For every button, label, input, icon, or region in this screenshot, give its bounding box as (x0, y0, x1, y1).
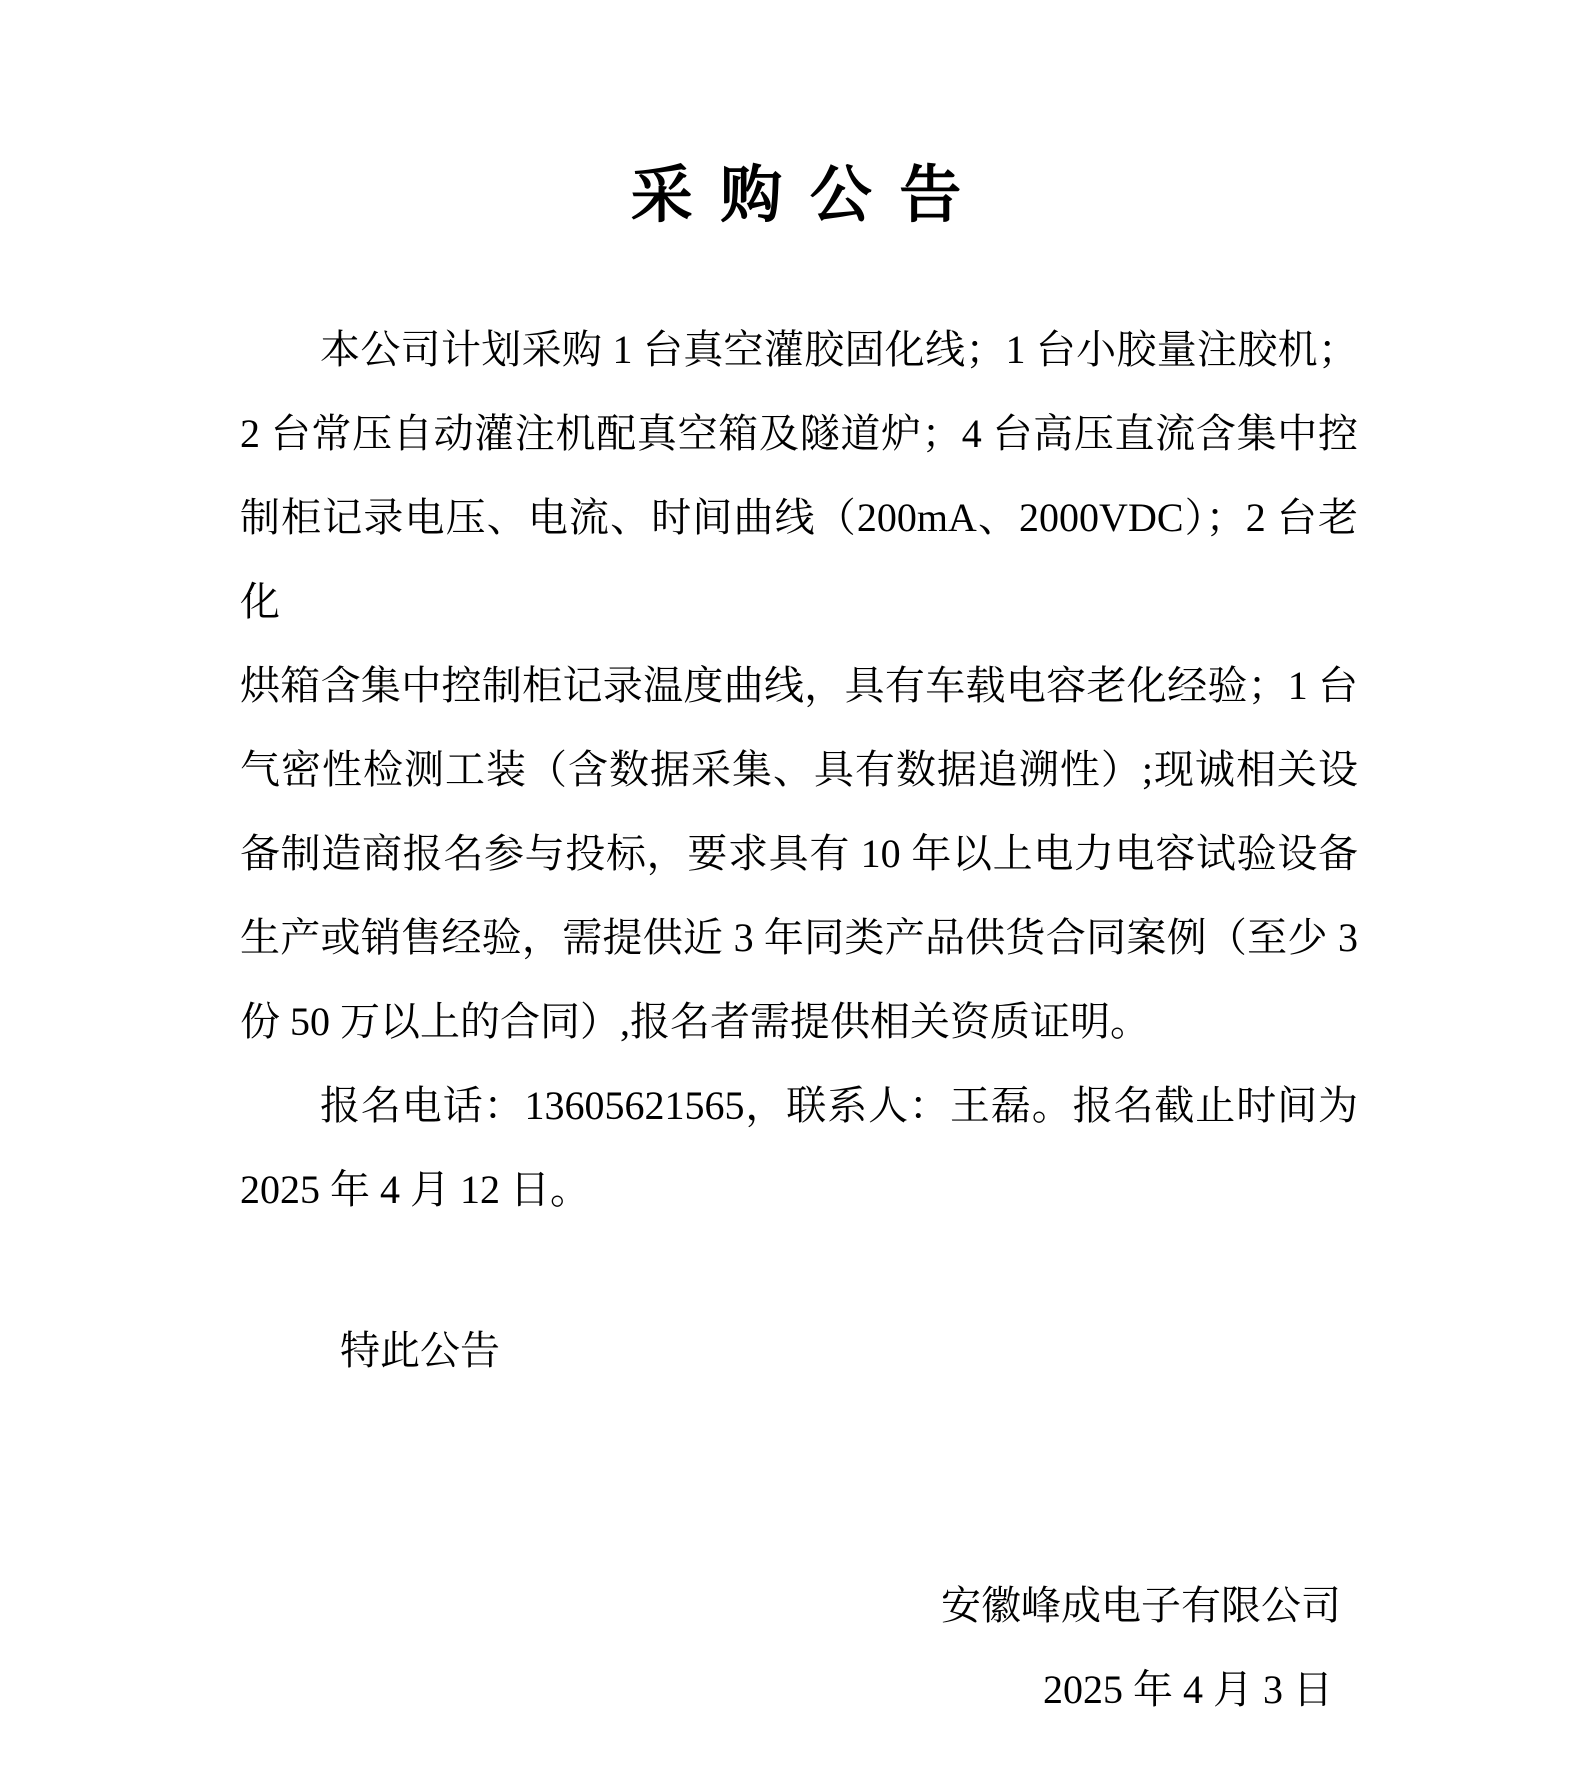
deadline-line: 2025 年 4 月 12 日。 (240, 1167, 590, 1212)
body-line: 份 50 万以上的合同）,报名者需提供相关资质证明。 (240, 999, 1150, 1044)
body-line: 备制造商报名参与投标，要求具有 10 年以上电力电容试验设备 (240, 831, 1358, 876)
body-line: 生产或销售经验，需提供近 3 年同类产品供货合同案例（至少 3 (240, 915, 1358, 960)
body-paragraph-2 (240, 1064, 1358, 1232)
body-line: 2 台常压自动灌注机配真空箱及隧道炉；4 台高压直流含集中控 (240, 411, 1358, 456)
contact-line: 报名电话：13605621565，联系人：王磊。报名截止时间为 (320, 1083, 1358, 1128)
body-line: 制柜记录电压、电流、时间曲线（200mA、2000VDC）；2 台老化 (240, 495, 1358, 624)
document-title: 采 购 公 告 (630, 162, 968, 230)
body-paragraph-1 (240, 308, 1358, 1064)
signature-company-name: 安徽峰成电子有限公司 (941, 1583, 1341, 1628)
body-line: 本公司计划采购 1 台真空灌胶固化线；1 台小胶量注胶机； (320, 327, 1358, 372)
body-line: 气密性检测工装（含数据采集、具有数据追溯性）;现诚相关设 (240, 747, 1358, 792)
signature-date: 2025 年 4 月 3 日 (1043, 1667, 1333, 1712)
body-line: 烘箱含集中控制柜记录温度曲线，具有车载电容老化经验；1 台 (240, 663, 1358, 708)
closing-statement: 特此公告 (340, 1328, 500, 1373)
